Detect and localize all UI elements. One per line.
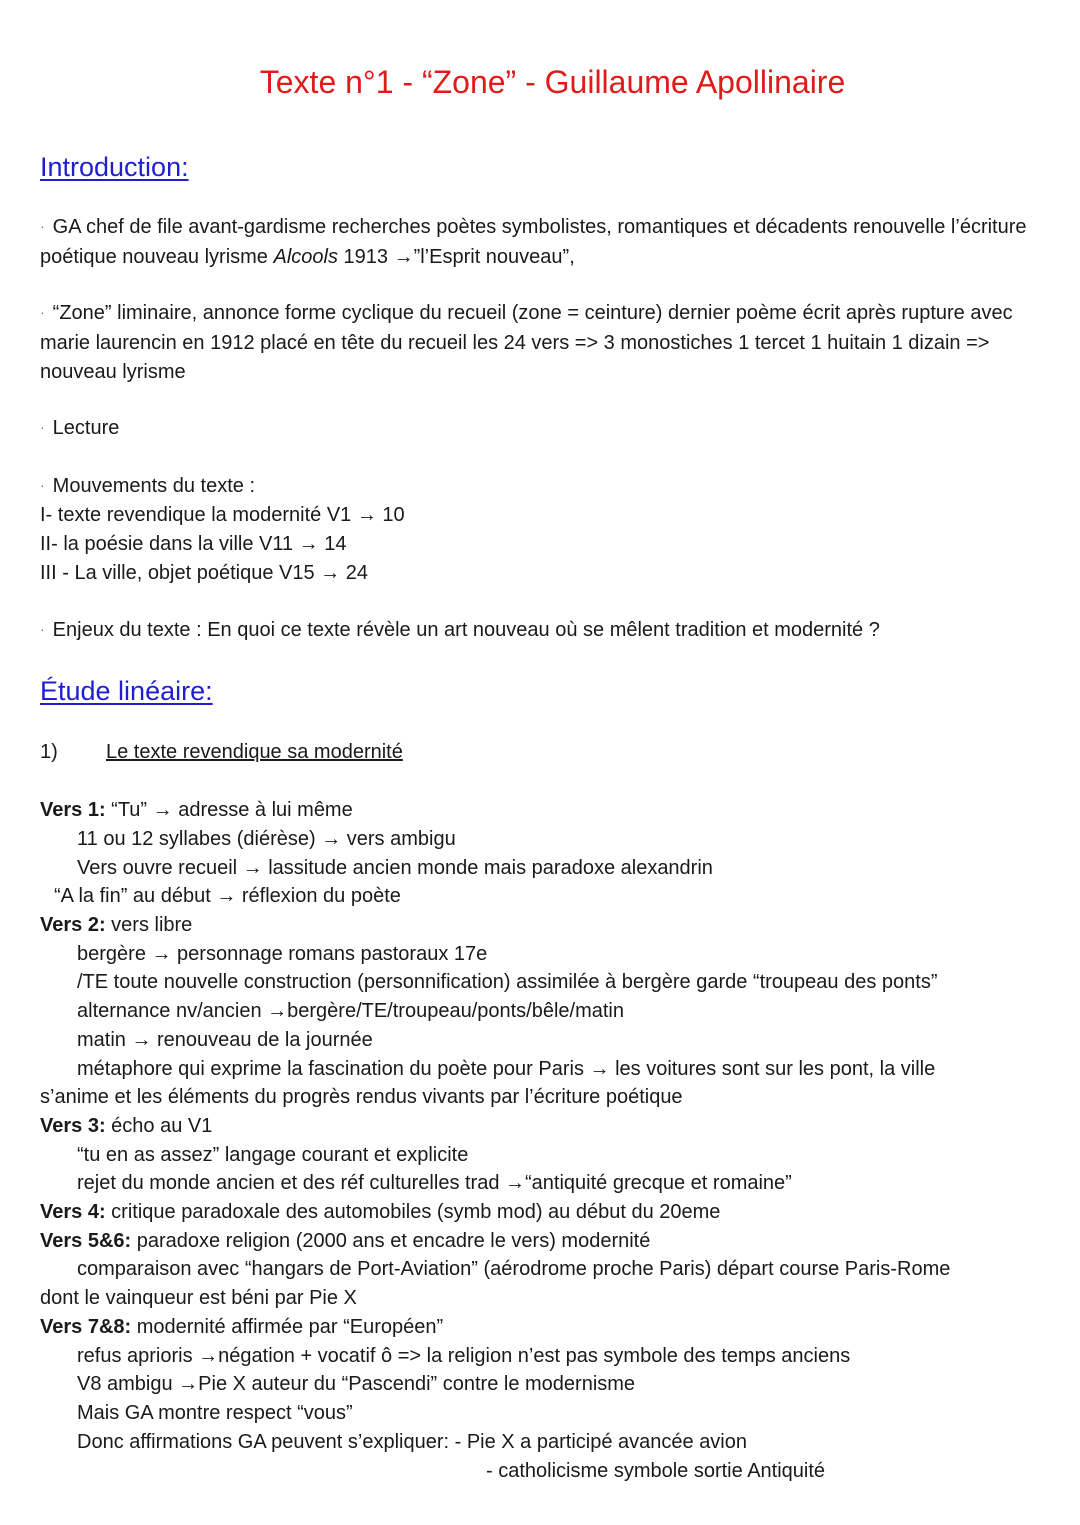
vers-2-note-5b: s’anime et les éléments du progrès rendus vivants par l’écriture poétique — [40, 1086, 683, 1108]
intro-paragraph-3: · Lecture — [40, 417, 120, 439]
intro-paragraph-1: · GA chef de file avant-gardisme recherches poètes symbolistes, romantiques et décadents renouvelle l’écriture poétique nouveau lyrisme Alcools 1913 →”l’Esprit nouveau”, — [40, 216, 1027, 268]
vers-7-8-note-3: Mais GA montre respect “vous” — [77, 1402, 353, 1424]
intro-paragraph-4: · Mouvements du texte : — [40, 475, 255, 497]
mouvement-1: I- texte revendique la modernité V1 → 10 — [40, 504, 405, 526]
intro-paragraph-5: · Enjeux du texte : En quoi ce texte révèle un art nouveau où se mêlent tradition et modernité ? — [40, 619, 880, 641]
vers-2-note-3: alternance nv/ancien →bergère/TE/troupeau/ponts/bêle/matin — [77, 1000, 625, 1022]
bullet-icon: · — [40, 218, 45, 234]
vers-7-8-note-1: refus aprioris →négation + vocatif ô => la religion n’est pas symbole des temps anciens — [77, 1345, 851, 1367]
vers-5-6-line: Vers 5&6: paradoxe religion (2000 ans et encadre le vers) modernité — [40, 1230, 651, 1252]
mouvement-2: II- la poésie dans la ville V11 → 14 — [40, 533, 347, 555]
vers-3-note-2: rejet du monde ancien et des réf culturelles trad →“antiquité grecque et romaine” — [77, 1172, 792, 1194]
introduction-heading: Introduction: — [40, 152, 189, 182]
vers-2-note-4: matin → renouveau de la journée — [77, 1029, 373, 1051]
bullet-icon: · — [40, 304, 45, 320]
section-title: Le texte revendique sa modernité — [106, 741, 403, 763]
vers-2-note-1: bergère → personnage romans pastoraux 17e — [77, 943, 488, 965]
vers-3-line: Vers 3: écho au V1 — [40, 1115, 213, 1137]
bullet-icon: · — [40, 621, 45, 637]
vers-4-line: Vers 4: critique paradoxale des automobiles (symb mod) au début du 20eme — [40, 1201, 721, 1223]
vers-1-line: Vers 1: “Tu” → adresse à lui même — [40, 799, 353, 821]
vers-2-note-2: /TE toute nouvelle construction (personnification) assimilée à bergère garde “troupeau des ponts” — [77, 971, 938, 993]
vers-5-6-note-1a: comparaison avec “hangars de Port-Aviation” (aérodrome proche Paris) départ course Paris-Rome — [77, 1258, 951, 1280]
vers-7-8-note-4: Donc affirmations GA peuvent s’expliquer: - Pie X a participé avancée avion — [77, 1431, 747, 1453]
mouvement-3: III - La ville, objet poétique V15 → 24 — [40, 562, 368, 584]
vers-1-note-2: Vers ouvre recueil → lassitude ancien monde mais paradoxe alexandrin — [77, 857, 713, 879]
vers-7-8-note-5: - catholicisme symbole sortie Antiquité — [486, 1460, 826, 1482]
document-title: Texte n°1 - “Zone” - Guillaume Apollinaire — [259, 64, 846, 100]
etude-heading: Étude linéaire: — [40, 676, 213, 706]
intro-paragraph-2: · “Zone” liminaire, annonce forme cyclique du recueil (zone = ceinture) dernier poème écrit après rupture avec marie laurencin en 1912 placé en tête du recueil les 24 vers => 3 monostiches 1 tercet 1 huitain 1 dizain => nouveau lyrisme — [40, 302, 1013, 383]
vers-7-8-line: Vers 7&8: modernité affirmée par “Européen” — [40, 1316, 444, 1338]
vers-2-line: Vers 2: vers libre — [40, 914, 193, 936]
vers-3-note-1: “tu en as assez” langage courant et explicite — [77, 1144, 469, 1166]
section-heading — [0, 738, 1080, 767]
vers-1-note-3: “A la fin” au début → réflexion du poète — [54, 885, 401, 907]
section-number: 1) — [40, 741, 58, 763]
bullet-icon: · — [40, 477, 45, 493]
vers-2-note-5a: métaphore qui exprime la fascination du poète pour Paris → les voitures sont sur les pont, la ville — [77, 1058, 936, 1080]
bullet-icon: · — [40, 419, 45, 435]
vers-1-note-1: 11 ou 12 syllabes (diérèse) → vers ambigu — [77, 828, 456, 850]
vers-5-6-note-1b: dont le vainqueur est béni par Pie X — [40, 1287, 357, 1309]
vers-7-8-note-2: V8 ambigu →Pie X auteur du “Pascendi” contre le modernisme — [77, 1373, 636, 1395]
